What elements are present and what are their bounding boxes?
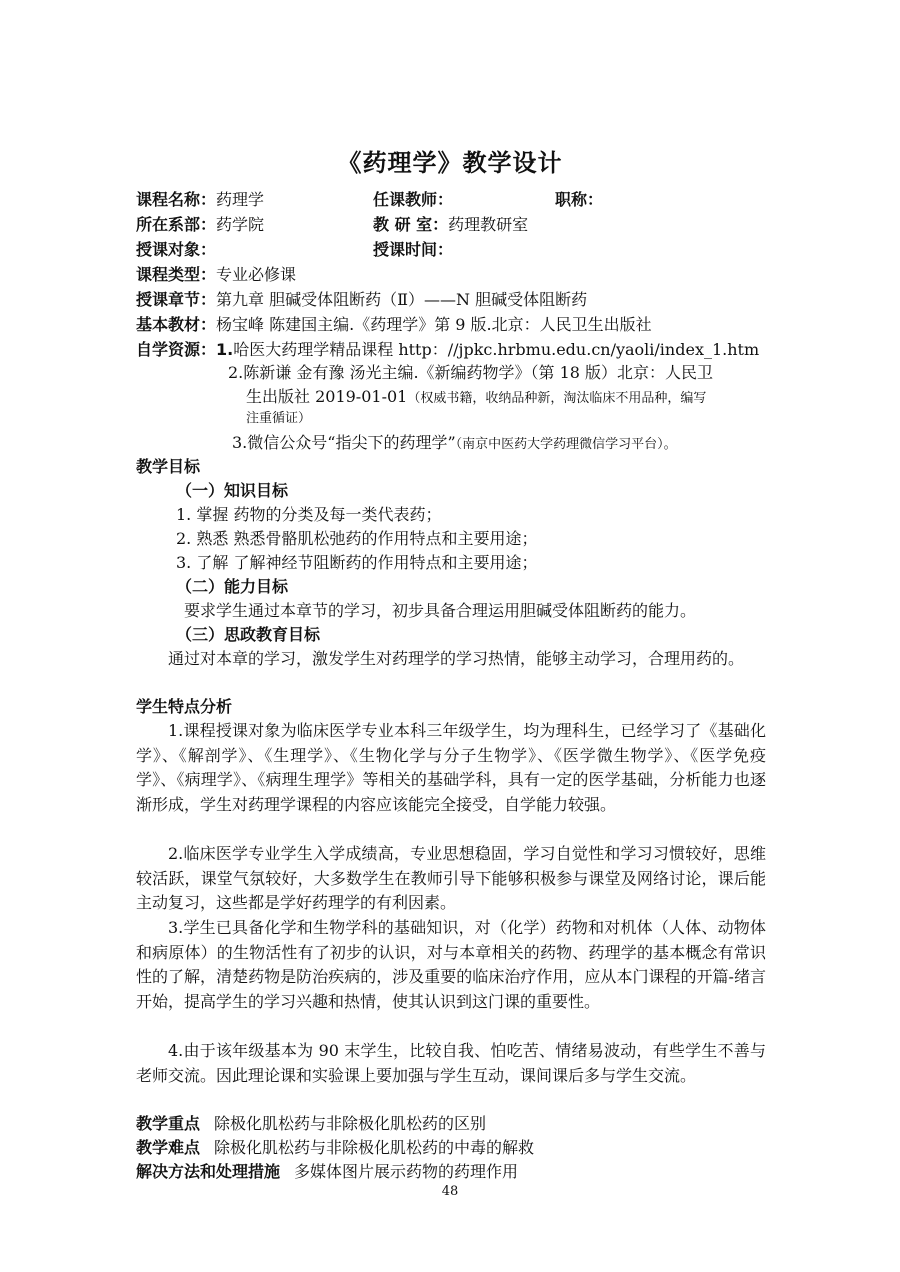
audience-label: 授课对象： (136, 240, 217, 259)
resource-2-note: （权威书籍，收纳品种新，淘汰临床不用品种，编写 (407, 391, 707, 406)
students-heading: 学生特点分析 (136, 697, 233, 716)
chapter-row (136, 289, 587, 311)
time-label: 授课时间： (373, 240, 454, 259)
resources-row (136, 339, 759, 361)
key-point-label: 教学重点 (136, 1114, 201, 1133)
dept-label: 所在系部： (136, 215, 217, 234)
page-number: 48 (441, 1184, 459, 1199)
students-paragraph-2: 2.临床医学专业学生入学成绩高，专业思想稳固，学习自觉性和学习习惯较好，思维较活跃，课堂气氛较好，大多数学生在教师引导下能够积极参与课堂及网络讨论，课后能主动复习，这些都是学好药理学的有利因素。 (136, 844, 766, 912)
key-point-value: 除极化肌松药与非除极化肌松药的区别 (214, 1114, 487, 1133)
resources-label: 自学资源： (136, 340, 217, 359)
dept-row (136, 214, 264, 236)
textbook-value: 杨宝峰 陈建国主编.《药理学》第 9 版.北京：人民卫生出版社 (216, 315, 652, 334)
resource-2-publisher: 生出版社 2019-01-01 (246, 387, 408, 406)
rank-label: 职称： (555, 190, 604, 209)
page-title: 《药理学》教学设计 (337, 149, 563, 177)
solution-row (136, 1161, 518, 1183)
resource-3-note: （南京中医药大学药理微信学习平台）。 (455, 437, 677, 452)
resource-3-line (232, 432, 677, 456)
dept-value: 药学院 (216, 215, 265, 234)
office-row (373, 214, 528, 236)
office-label: 教 研 室： (373, 215, 449, 234)
difficulty-label: 教学难点 (136, 1138, 201, 1157)
ability-heading: （二）能力目标 (176, 577, 289, 596)
ideology-heading: （三）思政教育目标 (176, 625, 321, 644)
key-point-row (136, 1113, 486, 1135)
course-name-value: 药理学 (216, 190, 265, 209)
solution-value: 多媒体图片展示药物的药理作用 (294, 1162, 519, 1181)
resource-2-note-continued: 注重循证） (246, 411, 312, 426)
students-paragraph-4: 4.由于该年级基本为 90 末学生，比较自我、怕吃苦、情绪易波动，有些学生不善与老师交流。因此理论课和实验课上要加强与学生互动，课间课后多与学生交流。 (136, 1041, 766, 1085)
office-value: 药理教研室 (448, 215, 529, 234)
course-type-row (136, 264, 296, 286)
difficulty-row (136, 1137, 534, 1159)
knowledge-heading: （一）知识目标 (176, 481, 289, 500)
solution-label: 解决方法和处理措施 (136, 1162, 281, 1181)
resource-2-line-2 (246, 386, 706, 410)
students-paragraph-1: 1.课程授课对象为临床医学专业本科三年级学生，均为理科生，已经学习了《基础化学》、《解剖学》、《生理学》、《生物化学与分子生物学》、《医学微生物学》、《医学免疫学》、《病理学》、《病理生理学》等相关的基础学科，具有一定的医学基础，分析能力也逐渐形成，学生对药理学课程的内容应该能完全接受，自学能力较强。 (136, 721, 766, 814)
ideology-text: 通过对本章的学习，激发学生对药理学的学习热情，能够主动学习，合理用药的。 (168, 649, 745, 668)
objectives-heading: 教学目标 (136, 457, 201, 476)
teacher-label: 任课教师： (373, 190, 454, 209)
course-name-label: 课程名称： (136, 190, 217, 209)
chapter-label: 授课章节： (136, 290, 217, 309)
ability-text: 要求学生通过本章节的学习，初步具备合理运用胆碱受体阻断药的能力。 (184, 601, 697, 620)
resource-1-number: 1. (216, 340, 234, 359)
students-paragraph-3: 3.学生已具备化学和生物学科的基础知识，对（化学）药物和对机体（人体、动物体和病原体）的生物活性有了初步的认识，对与本章相关的药物、药理学的基本概念有常识性的了解，清楚药物是防治疾病的，涉及重要的临床治疗作用，应从本门课程的开篇-绪言开始，提高学生的学习兴趣和热情，使其认识到这门课的重要性。 (136, 918, 766, 1011)
course-type-value: 专业必修课 (216, 265, 297, 284)
textbook-label: 基本教材： (136, 315, 217, 334)
course-type-label: 课程类型： (136, 265, 217, 284)
resource-3: 3.微信公众号“指尖下的药理学” (232, 433, 456, 452)
knowledge-item-2: 2. 熟悉 熟悉骨骼肌松弛药的作用特点和主要用途； (176, 529, 538, 548)
chapter-value: 第九章 胆碱受体阻断药（Ⅱ）——N 胆碱受体阻断药 (216, 290, 588, 309)
difficulty-value: 除极化肌松药与非除极化肌松药的中毒的解救 (214, 1138, 535, 1157)
textbook-row (136, 314, 652, 336)
course-name-row (136, 189, 264, 211)
resource-2-line-1: 2.陈新谦 金有豫 汤光主编.《新编药物学》（第 18 版）北京：人民卫 (228, 363, 714, 382)
resource-1: 哈医大药理学精品课程 http：//jpkc.hrbmu.edu.cn/yaoli/index_1.htm (233, 340, 760, 359)
knowledge-item-1: 1. 掌握 药物的分类及每一类代表药； (176, 505, 442, 524)
knowledge-item-3: 3. 了解 了解神经节阻断药的作用特点和主要用途； (176, 553, 538, 572)
